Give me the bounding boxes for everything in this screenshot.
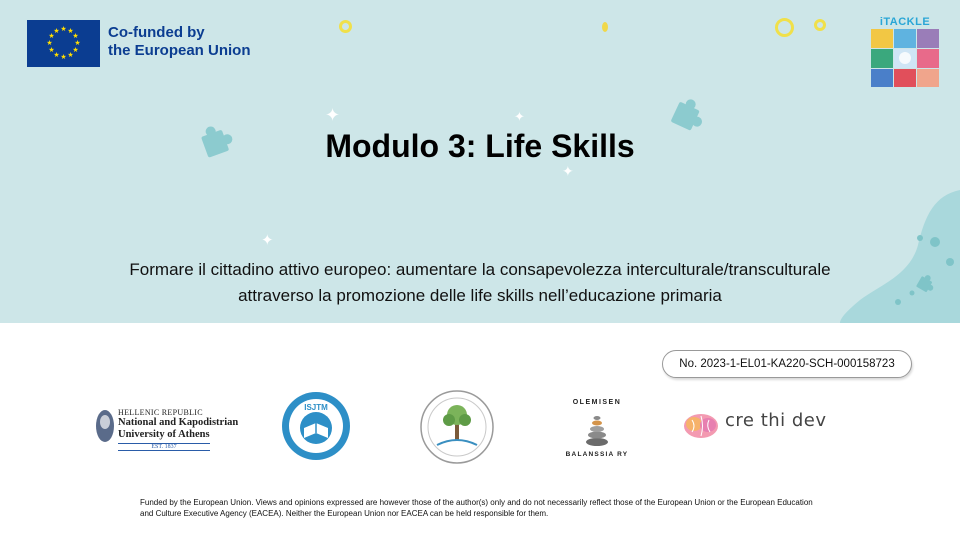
svg-text:★: ★ bbox=[67, 52, 74, 59]
ring-decoration bbox=[814, 19, 826, 31]
sparkle-icon: ✦ bbox=[514, 109, 525, 124]
sparkle-icon: ✦ bbox=[261, 232, 274, 249]
uoa-logo bbox=[118, 408, 238, 451]
brain-icon bbox=[682, 412, 720, 440]
uoa-hellenic-label: HELLENIC REPUBLIC bbox=[118, 408, 203, 417]
itackle-logo bbox=[870, 16, 940, 93]
svg-text:★: ★ bbox=[74, 40, 81, 47]
ring-decoration bbox=[775, 18, 794, 37]
eu-line-1: Co-funded by bbox=[108, 24, 205, 41]
uoa-est-label: EST. 1837 bbox=[118, 443, 210, 451]
puzzle-grid-icon bbox=[870, 28, 940, 88]
subtitle-line-2: attraverso la promozione delle life skills nell’educazione primaria bbox=[238, 286, 722, 305]
crethidev-logo-text: cre thi dev bbox=[725, 410, 827, 431]
uoa-name-line-1: National and Kapodistrian bbox=[118, 417, 239, 428]
page-title: Modulo 3: Life Skills bbox=[325, 128, 635, 164]
isjtm-label: ISJTM bbox=[304, 403, 328, 412]
eu-disclaimer: Funded by the European Union. Views and opinions expressed are however those of the author(s) only and do not necessarily reflect those of the European Union or the European Education and Culture Executive Agency (EACEA). Neither the European Union nor EACEA can be held responsible for them. bbox=[140, 498, 813, 518]
svg-text:★: ★ bbox=[48, 47, 55, 54]
uoa-emblem-icon bbox=[94, 408, 116, 444]
project-number-badge: No. 2023-1-EL01-KA220-SCH-000158723 bbox=[662, 350, 912, 378]
svg-text:★: ★ bbox=[60, 54, 67, 61]
svg-text:★: ★ bbox=[53, 52, 60, 59]
svg-text:★: ★ bbox=[48, 33, 55, 40]
eu-line-2: the European Union bbox=[108, 42, 251, 59]
svg-text:★: ★ bbox=[67, 28, 74, 35]
ring-decoration bbox=[339, 20, 352, 33]
uoa-name-line-2: University of Athens bbox=[118, 429, 210, 440]
itackle-label: iTACKLE bbox=[879, 16, 931, 28]
svg-text:★: ★ bbox=[72, 33, 79, 40]
isjtm-logo bbox=[280, 390, 352, 462]
svg-text:★: ★ bbox=[72, 47, 79, 54]
svg-text:★: ★ bbox=[60, 26, 67, 33]
dot-decoration bbox=[602, 22, 608, 32]
sparkle-icon: ✦ bbox=[325, 105, 341, 125]
school-emblem-logo bbox=[419, 389, 495, 465]
svg-text:OLEMISEN: OLEMISEN bbox=[572, 399, 622, 406]
svg-text:★: ★ bbox=[46, 40, 53, 47]
subtitle-line-1: Formare il cittadino attivo europeo: aumentare la consapevolezza interculturale/transculturale bbox=[129, 260, 831, 279]
page-subtitle bbox=[40, 257, 920, 309]
eu-cofunded-label bbox=[108, 24, 251, 60]
sparkle-icon: ✦ bbox=[562, 163, 574, 179]
olemisen-balanssia-logo bbox=[560, 390, 634, 464]
eu-flag-logo bbox=[27, 20, 100, 67]
svg-text:BALANSSIA RY: BALANSSIA RY bbox=[565, 451, 629, 458]
svg-text:★: ★ bbox=[53, 28, 60, 35]
